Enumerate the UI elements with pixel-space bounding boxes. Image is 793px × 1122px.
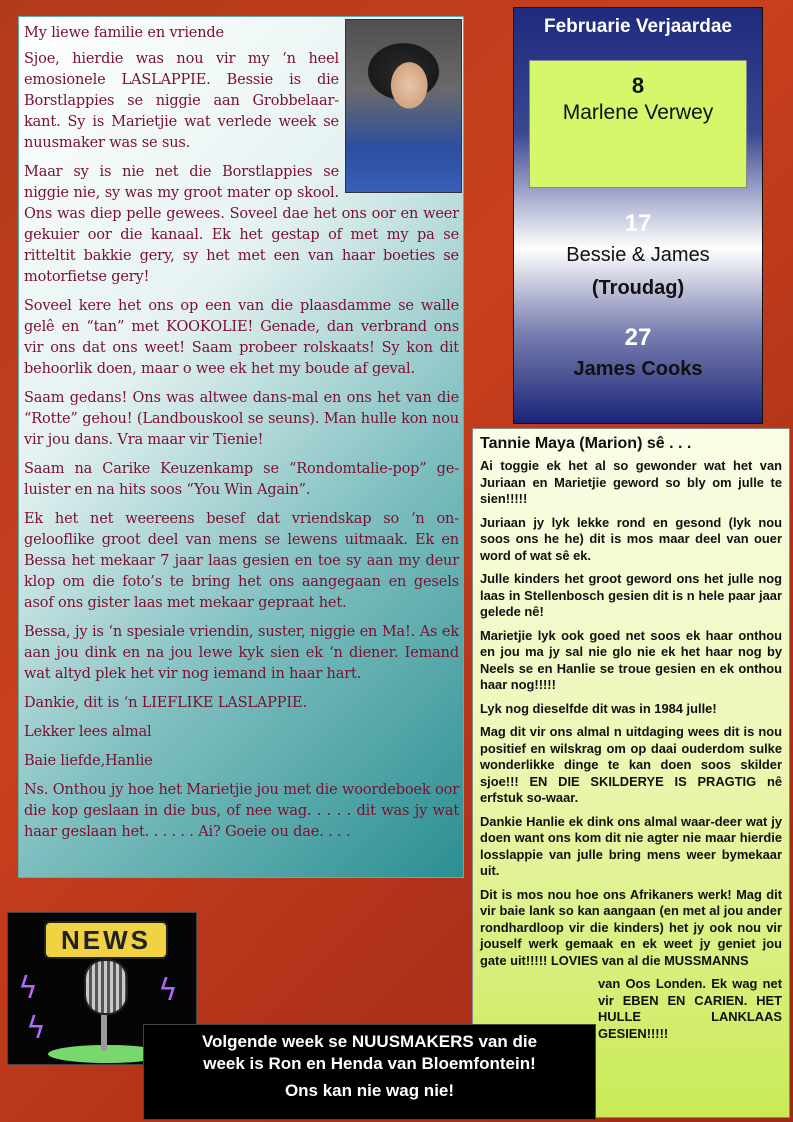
letter-paragraph: Saam gedans! Ons was altwee dans-mal en ons het van die “Rotte” gehou! (Landbouskool se seuns). Man hulle kon nou vir jou dans. Vra maar vir Tienie! (24, 390, 459, 448)
letter-paragraph: Soveel kere het ons op een van die plaasdamme se walle gelê en “tan” met KOOKOLIE! Genade, dan verbrand ons vir ons dat ons weet! Saam probeer rolskaats! Sy kon dit behoorlik doen, maar o wee ek het my boude af geval. (24, 298, 459, 377)
portrait-photo (345, 19, 462, 193)
birthday-name: James Cooks (573, 358, 703, 380)
maya-paragraph: Marietjie lyk ook goed net soos ek haar onthou en jou ma jy sal nie glo nie ek het haar nog by Neels se en Hanlie se troue gesien en ek onthou haar nog!!!!! (480, 627, 782, 692)
next-week-line: week is Ron en Henda van Bloemfontein! (203, 1054, 536, 1073)
letter-greeting: My liewe familie en vriende (24, 25, 224, 41)
maya-paragraph: Juriaan jy lyk lekke rond en gesond (lyk nou soos ons he he) dit is mos maar deel van ouer word of wat sê ek. (480, 514, 782, 563)
next-week-banner (143, 1024, 596, 1120)
birthday-note: (Troudag) (591, 277, 685, 299)
next-week-line: Ons kan nie wag nie! (284, 1081, 455, 1100)
lightning-icon: ϟ (26, 1011, 46, 1046)
maya-paragraph: Mag dit vir ons almal n uitdaging wees dit is nou positief en wilskrag om op daai ouderdom sulke wonderlikke dinge te kan doen soos skilder sjoe!!! EN DIE SKILDERYE IS PRAGTIG nê erfstuk so-waar. (480, 724, 782, 805)
letter-closing: Lekker lees almal (24, 724, 152, 740)
microphone-stand (101, 1011, 107, 1051)
letter-postscript: Ns. Onthou jy hoe het Marietjie jou met die woordeboek oor die kop geslaan in die bus, of nee wag. . . . . dit was jy wat haar geslaan het. . . . . . Ai? Goeie ou dae. . . . (24, 782, 459, 840)
letter-paragraph: Dankie, dit is ‘n LIEFLIKE LASLAPPIE. (24, 695, 307, 711)
letter-paragraph: Maar sy is nie net die Borstlappies se niggie nie, sy was my groot mater op skool. Ons was diep pelle gewees. Soveel dae het ons oor en weer gekuier oor die kanaal. Ek het gestap of met my pa se ritteltit bakkie gery, sy het met een van haar boeties se motorfietse gery! (24, 164, 459, 285)
letter-paragraph: Saam na Carike Keuzenkamp se “Rondomtalie-pop” ge-luister en na hits soos “You Win Again”. (24, 461, 459, 498)
maya-paragraph: Julle kinders het groot geword ons het julle nog laas in Stellenbosch gesien dit is n hele paar jaar gelede nê! (480, 571, 782, 619)
maya-paragraph: Dit is mos nou hoe ons Afrikaners werk! Mag dit vir baie lank so kan aangaan (en met al jou ander rondhardloop vir die kinders) het jy ook nou vir jouself werk gemaak en ek weet jy geniet jou gate uit!!!!! LOVIES van al die MUSSMANNS (480, 886, 782, 968)
lightning-icon: ϟ (158, 973, 178, 1008)
letter-panel (18, 16, 464, 878)
maya-paragraph: Ai toggie ek het al so gewonder wat het van Juriaan en Marietjie geword so bly om julle te sien!!!!! (480, 458, 782, 506)
maya-paragraph: Dankie Hanlie ek dink ons almal waar-deer wat jy doen want ons kom dit nie agter nie maar hierdie losslappie van julle bring mens weer bymekaar uit. (480, 813, 782, 878)
birthday-day: 27 (624, 324, 652, 351)
letter-paragraph: Bessa, jy is ‘n spesiale vriendin, suster, niggie en Ma!. As ek aan jou dink en na jou lewe kyk sien ek ‘n diener. Iemand wat altyd plek het vir nog iemand in haar hart. (24, 624, 459, 682)
birthday-day: 8 (631, 73, 645, 98)
maya-paragraph: van Oos Londen. Ek wag net vir EBEN EN CARIEN. HET HULLE LANKLAAS GESIEN!!!!! (598, 976, 782, 1041)
next-week-line: Volgende week se NUUSMAKERS van die (201, 1032, 538, 1051)
microphone-icon (84, 959, 128, 1015)
maya-panel (472, 428, 790, 1118)
news-sign: NEWS (44, 921, 168, 959)
birthday-day: 17 (624, 210, 652, 237)
letter-signature: Baie liefde,Hanlie (24, 753, 153, 769)
lightning-icon: ϟ (18, 971, 38, 1006)
birthday-name: Marlene Verwey (562, 101, 714, 124)
birthday-name: Bessie & James (566, 244, 710, 266)
birthday-highlight-box (529, 60, 747, 188)
letter-paragraph: Sjoe, hierdie was nou vir my ‘n heel emosionele LASLAPPIE. Bessie is die Borstlappies se niggie aan Grobbelaar-kant. Sy is Marietjie wat verlede week se nuusmaker was se sus. (24, 51, 339, 151)
birthdays-title: Februarie Verjaardae (544, 16, 732, 37)
letter-paragraph: Ek het net weereens besef dat vriendskap so ‘n on-gelooflike groot deel van mens se lewens uitmaak. Ek en Bessa het mekaar 7 jaar laas gesien en toe sy aan my deur klop om die foto’s te bring het ons aangegaan en gesels asof ons gister laas met mekaar gepraat het. (24, 511, 459, 611)
birthdays-panel (513, 7, 763, 424)
maya-title: Tannie Maya (Marion) sê . . . (480, 435, 692, 452)
maya-paragraph: Lyk nog dieselfde dit was in 1984 julle! (480, 700, 717, 716)
